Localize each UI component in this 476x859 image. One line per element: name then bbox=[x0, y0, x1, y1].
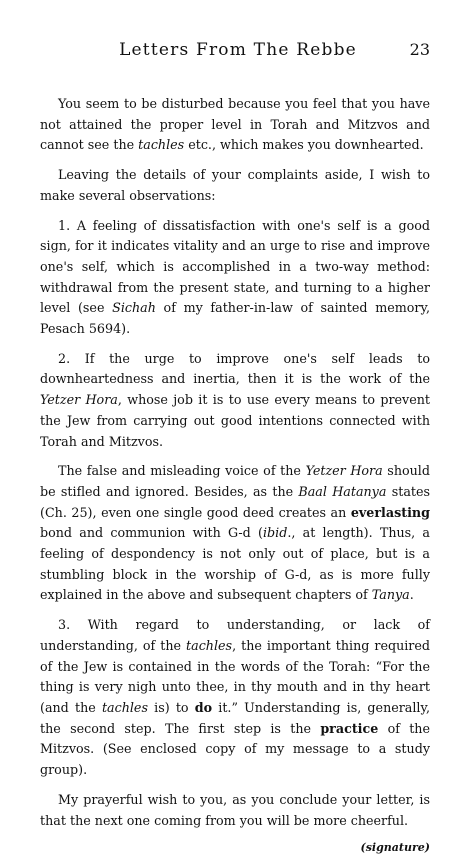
paragraph bbox=[40, 216, 430, 340]
italic-term: Yetzer Hora bbox=[305, 463, 383, 479]
emphasized-word: do bbox=[194, 699, 213, 715]
text-run: , the important thing required of the Jew is contained in the words of the Torah: “For the thing is very nigh unto thee, in thy mouth and in thy heart (and the bbox=[40, 637, 430, 715]
text-run: The false and misleading voice of the bbox=[58, 463, 306, 479]
text-run: bond and communion with G-d ( bbox=[40, 525, 263, 541]
italic-term: Sichah bbox=[112, 300, 156, 316]
text-run: Leaving the details of your complaints aside, I wish to make several observations: bbox=[40, 167, 430, 203]
italic-term: tachles bbox=[138, 137, 185, 153]
text-run: 2. If the urge to improve one's self leads to downheartedness and inertia, then it is the work of the bbox=[40, 350, 430, 387]
page-number: 23 bbox=[409, 40, 430, 59]
page-header bbox=[0, 40, 476, 64]
italic-term: Yetzer Hora bbox=[40, 392, 118, 408]
running-title: Letters From The Rebbe bbox=[119, 40, 357, 60]
text-run: , whose job it is to use every means to prevent the Jew from carrying out good intentions connected with Torah and Mitzvos. bbox=[40, 392, 430, 449]
italic-term: Tanya bbox=[371, 587, 410, 603]
paragraph bbox=[40, 615, 430, 781]
text-run: should be stifled and ignored. Besides, as the bbox=[40, 463, 430, 499]
paragraph-list bbox=[40, 94, 430, 831]
paragraph bbox=[40, 349, 430, 453]
text-run: of my father-in-law of sainted memory, Pesach 5694). bbox=[40, 300, 430, 337]
italic-term: tachles bbox=[101, 699, 148, 715]
text-run: is) to bbox=[147, 699, 195, 715]
italic-term: tachles bbox=[186, 637, 233, 653]
text-run: states (Ch. 25), even one single good deed creates an bbox=[40, 483, 431, 520]
text-run: 3. With regard to understanding, or lack of understanding, of the bbox=[40, 617, 430, 653]
text-run: of the Mitzvos. (See enclosed copy of my message to a study group). bbox=[40, 720, 430, 778]
paragraph bbox=[40, 790, 430, 831]
signature: (signature) bbox=[360, 841, 430, 855]
text-run: ., at length). Thus, a feeling of despondency is not only out of place, but is a stumbling block in the worship of G-d, as is more fully explained in the above and subsequent chapters of bbox=[40, 525, 431, 603]
text-run: etc., which makes you downhearted. bbox=[184, 137, 424, 153]
emphasized-word: practice bbox=[320, 720, 379, 736]
italic-term: Baal Hatanya bbox=[298, 483, 387, 499]
italic-term: ibid bbox=[262, 525, 288, 541]
text-run: 1. A feeling of dissatisfaction with one's self is a good sign, for it indicates vitality and an urge to rise and improve one's self, which is accomplished in a two-way method: withdrawal from the present state, and turning to a higher level (see bbox=[40, 217, 430, 316]
text-run: . bbox=[409, 587, 414, 603]
paragraph bbox=[40, 165, 430, 206]
paragraph bbox=[40, 461, 430, 606]
paragraph bbox=[40, 94, 430, 156]
text-run: My prayerful wish to you, as you conclude your letter, is that the next one coming from you will be more cheerful. bbox=[40, 791, 430, 828]
text-run: You seem to be disturbed because you feel that you have not attained the proper level in Torah and Mitzvos and cannot see the bbox=[40, 96, 430, 153]
letter-body bbox=[40, 94, 430, 859]
emphasized-word: everlasting bbox=[350, 504, 430, 520]
text-run: it.” Understanding is, generally, the second step. The first step is the bbox=[40, 699, 431, 736]
